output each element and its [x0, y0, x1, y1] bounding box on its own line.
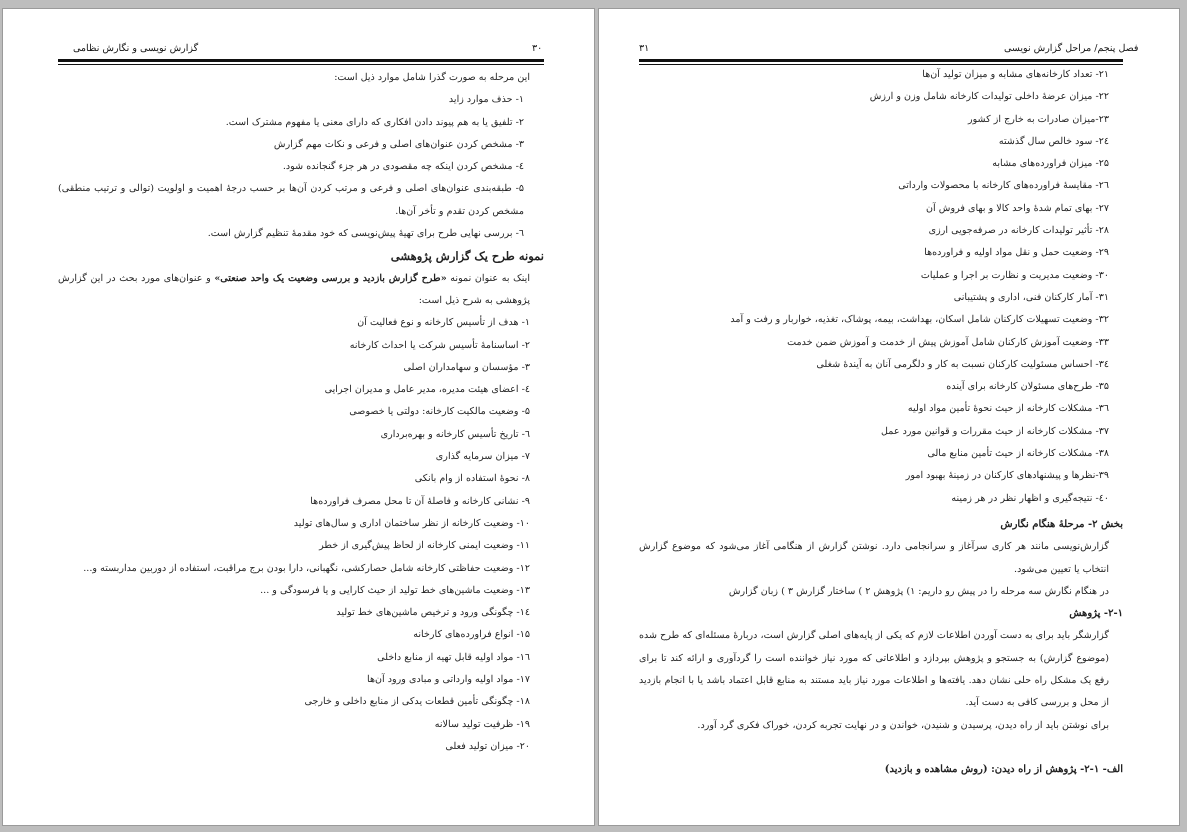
- blank-space: [639, 737, 1123, 759]
- list-item: ۲۵- میزان فراورده‌های مشابه: [992, 158, 1109, 170]
- list-item: ٦- تاریخ تأسیس کارخانه و بهره‌برداری: [380, 428, 530, 440]
- list-item: ۹- نشانی کارخانه و فاصلهٔ آن تا محل مصرف فراورده‌ها: [310, 495, 530, 507]
- list-item: ۲٤- سود خالص سال گذشته: [998, 135, 1109, 147]
- paragraph: گزارش‌نویسی مانند هر کاری سرآغاز و سرانجامی دارد. نوشتن گزارش از هنگامی آغاز می‌شود که موضوع گزارش انتخاب یا تعیین می‌شود.: [639, 541, 1109, 575]
- list-item: ۳۵- طرح‌های مسئولان کارخانه برای آینده: [946, 381, 1109, 393]
- left-page-number: ۳۰: [532, 43, 543, 54]
- list-item: ۱٤- چگونگی ورود و ترخیص ماشین‌های خط تولید: [336, 607, 530, 619]
- right-page-running-title: فصل پنجم/ مراحل گزارش نویسی: [1004, 43, 1139, 54]
- list-item: ۱- هدف از تأسیس کارخانه و نوع فعالیت آن: [357, 317, 530, 329]
- paragraph: برای نوشتن باید از راه دیدن، پرسیدن و شنیدن، خواندن و در نهایت تجربه کردن، خوراک فکری گرد آورد.: [697, 719, 1109, 731]
- list-item: ۸- نحوهٔ استفاده از وام بانکی: [414, 473, 530, 485]
- list-item: ۲- اساسنامهٔ تأسیس شرکت یا احداث کارخانه: [349, 339, 530, 351]
- list-item: ۳٦- مشکلات کارخانه از حیث نحوهٔ تأمین مواد اولیه: [907, 403, 1109, 415]
- list-item: ۳- مؤسسان و سهامداران اصلی: [403, 361, 530, 373]
- step-item: ۲- تلفیق یا به هم پیوند دادن افکاری که دارای معنی یا مفهوم مشترک است.: [225, 116, 524, 128]
- list-item: ٤۰- نتیجه‌گیری و اظهار نظر در هر زمینه: [951, 492, 1109, 504]
- list-item: ۲۲- میزان عرضهٔ داخلی تولیدات کارخانه شامل وزن و ارزش: [869, 91, 1109, 103]
- list-item: ۷- میزان سرمایه گذاری: [435, 451, 530, 463]
- step-item: ۳- مشخص کردن عنوان‌های اصلی و فرعی و نکات مهم گزارش: [273, 138, 524, 150]
- step-item: ٦- بررسی نهایی طرح برای تهیهٔ پیش‌نویسی که خود مقدمهٔ تنظیم گزارش است.: [207, 228, 524, 240]
- list-item: ۲۹- وضعیت حمل و نقل مواد اولیه و فراورده‌ها: [924, 247, 1109, 259]
- list-item: ۲۸- تأثیر تولیدات کارخانه در صرفه‌جویی ارزی: [928, 225, 1109, 237]
- list-item: ۳۰- وضعیت مدیریت و نظارت بر اجرا و عملیات: [920, 269, 1109, 281]
- left-page: [2, 8, 595, 826]
- step-item: ٤- مشخص کردن اینکه چه مقصودی در هر جزء گنجانده شود.: [282, 161, 524, 173]
- list-item: ۲۷- بهای تمام شدهٔ واحد کالا و بهای فروش آن: [925, 202, 1109, 214]
- intro-text: این مرحله به صورت گذرا شامل موارد ذیل است:: [334, 72, 530, 83]
- list-item: ۱۵- انواع فراورده‌های کارخانه: [413, 629, 530, 641]
- list-item: ۱۹- ظرفیت تولید سالانه: [434, 718, 530, 730]
- left-page-body: [58, 67, 544, 758]
- list-item: ۱۰- وضعیت کارخانه از نظر ساختمان اداری و سال‌های تولید: [293, 517, 530, 529]
- right-page-body: [639, 64, 1123, 781]
- section-heading: نمونه طرح یک گزارش پژوهشی: [390, 249, 544, 264]
- paragraph: در هنگام نگارش سه مرحله را در پیش رو داریم: ۱) پژوهش ۲ ) ساختار گزارش ۳ ) زبان گزارش: [728, 585, 1109, 597]
- list-item: ۳۹-نظرها و پیشنهادهای کارکنان در زمینهٔ بهبود امور: [905, 470, 1109, 482]
- right-page-number: ۳۱: [639, 43, 650, 54]
- list-item: ۵- وضعیت مالکیت کارخانه: دولتی یا خصوصی: [349, 406, 530, 418]
- left-header-rule-thick: [58, 59, 544, 62]
- paragraph: گزارشگر باید برای به دست آوردن اطلاعات لازم که یکی از پایه‌های اصلی گزارش است، دربارهٔ مسئله‌ای که طرح شده (موضوع گزارش) به جستجو و پژوهش بپردازد و اطلاعاتی که مورد نیاز خواننده است را گردآوری و ارائه کند تا برای رفع یک مشکل راه حلی نشان دهد. یافته‌ها و اطلاعات مورد نیاز باید مستند به منابع قابل اعتماد باشد یا با انجام بازدید از محل و بررسی کافی به دست آید.: [639, 630, 1109, 709]
- right-page: [598, 8, 1180, 826]
- subsection-heading: ۲-۱- پژوهش: [1069, 608, 1123, 620]
- list-item: ۱۳- وضعیت ماشین‌های خط تولید از حیث کارایی و یا فرسودگی و ...: [260, 584, 530, 596]
- sample-intro: اینک به عنوان نمونه «طرح گزارش بازدید و بررسی وضعیت یک واحد صنعتی» و عنوان‌های مورد بحث در این گزارش پژوهشی به شرح ذیل است:: [58, 272, 530, 306]
- list-item: ۳۷- مشکلات کارخانه از حیث مقررات و قوانین مورد عمل: [881, 425, 1109, 437]
- list-item: ۱۷- مواد اولیه وارداتی و مبادی ورود آن‌ها: [367, 674, 530, 686]
- step-item: ۵- طبقه‌بندی عنوان‌های اصلی و فرعی و مرتب کردن آن‌ها بر حسب درجهٔ اهمیت و اولویت (توالی و ترتیب منطقی) مشخص کردن تقدم و تأخر آن‌ها.: [58, 183, 524, 217]
- list-item: ۳۸- مشکلات کارخانه از حیث تأمین منابع مالی: [927, 448, 1109, 460]
- list-item: ۳۱- آمار کارکنان فنی، اداری و پشتیبانی: [953, 291, 1109, 303]
- section-heading: بخش ۲- مرحلهٔ هنگام نگارش: [1000, 518, 1123, 530]
- list-item: ۱۸- چگونگی تأمین قطعات یدکی از منابع داخلی و خارجی: [304, 696, 530, 708]
- list-item: ۲٦- مقایسهٔ فراورده‌های کارخانه با محصولات وارداتی: [898, 180, 1109, 192]
- list-item: ۳۳- وضعیت آموزش کارکنان شامل آموزش پیش از خدمت و آموزش ضمن خدمت: [787, 336, 1109, 348]
- left-header-rule-thin: [58, 64, 544, 65]
- left-page-running-title: گزارش نویسی و نگارش نظامی: [73, 43, 199, 54]
- list-item: ۱٦- مواد اولیه قابل تهیه از منابع داخلی: [377, 651, 530, 663]
- list-item: ۱۲- وضعیت حفاظتی کارخانه شامل حصارکشی، نگهبانی، دارا بودن برج مراقبت، استفاده از دوربین مداربسته و...: [83, 562, 530, 574]
- subsection-heading: الف- ۱-۲- پژوهش از راه دیدن: (روش مشاهده و بازدید): [884, 763, 1123, 775]
- list-item: ۱۱- وضعیت ایمنی کارخانه از لحاظ پیش‌گیری از خطر: [319, 540, 530, 552]
- list-item: ۲۳-میزان صادرات به خارج از کشور: [967, 113, 1109, 125]
- list-item: ٤- اعضای هیئت مدیره، مدیر عامل و مدیران اجرایی: [324, 384, 530, 396]
- list-item: ۲۱- تعداد کارخانه‌های مشابه و میزان تولید آن‌ها: [922, 69, 1109, 80]
- list-item: ۳٤- احساس مسئولیت کارکنان نسبت به کار و دلگرمی آنان به آیندهٔ شغلی: [816, 358, 1109, 370]
- step-item: ۱- حذف موارد زاید: [448, 94, 524, 106]
- right-header-rule-thick: [639, 59, 1123, 62]
- list-item: ۲۰- میزان تولید فعلی: [445, 740, 530, 752]
- list-item: ۳۲- وضعیت تسهیلات کارکنان شامل اسکان، بهداشت، بیمه، پوشاک، تغذیه، خواربار و رفت و آمد: [730, 314, 1109, 326]
